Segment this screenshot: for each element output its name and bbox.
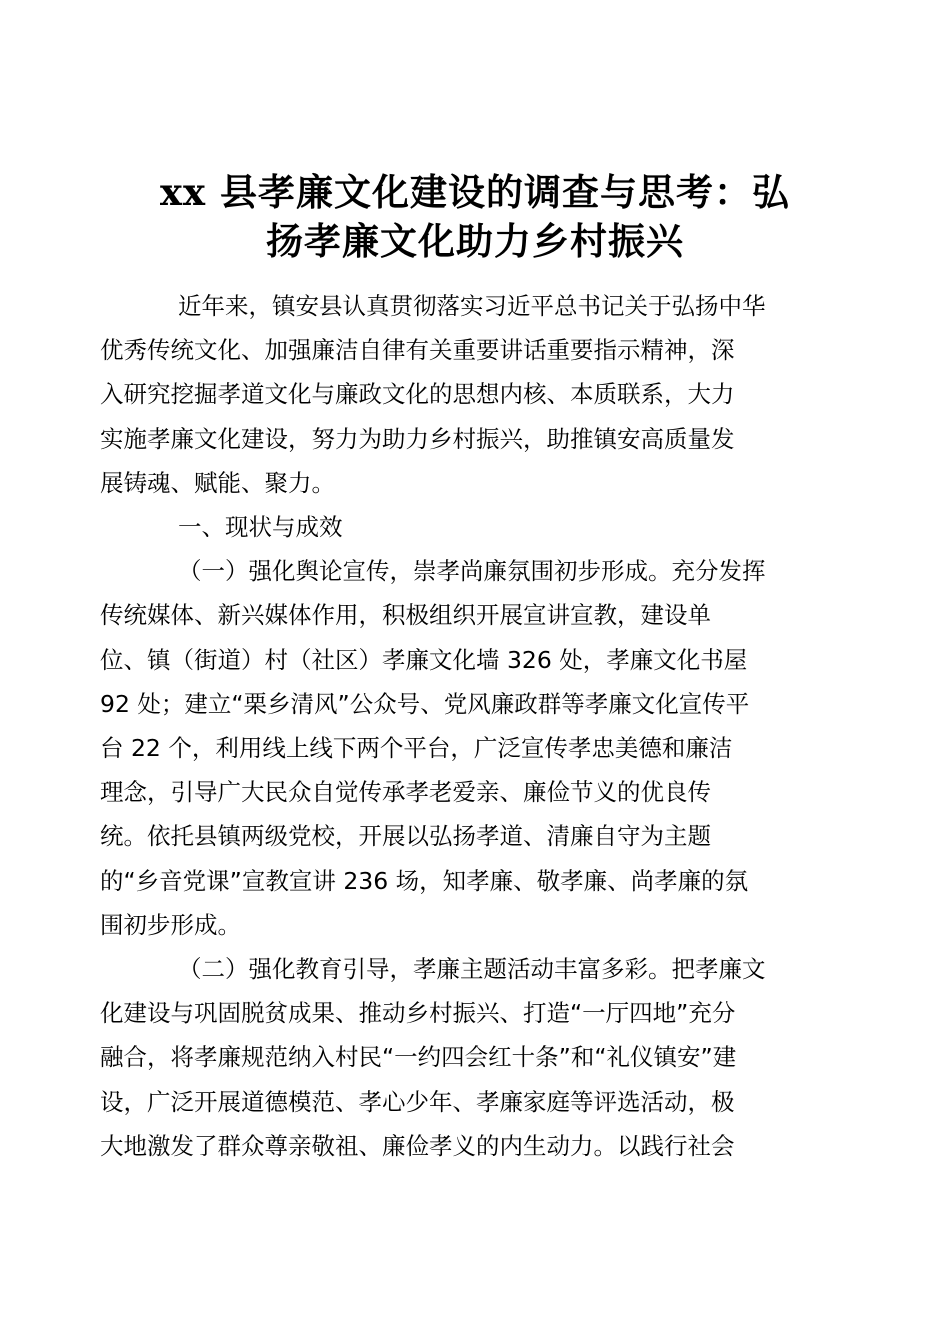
paragraph-line: 设，广泛开展道德模范、孝心少年、孝廉家庭等评选活动，极 (100, 1087, 735, 1116)
paragraph-line: 台 22 个，利用线上线下两个平台，广泛宣传孝忠美德和廉洁 (100, 734, 733, 763)
paragraph-line: 92 处；建立“栗乡清风”公众号、党风廉政群等孝廉文化宣传平 (100, 689, 750, 718)
paragraph-line: 优秀传统文化、加强廉洁自律有关重要讲话重要指示精神，深 (100, 336, 735, 365)
document-body (100, 284, 850, 1168)
paragraph-line: （一）强化舆论宣传，崇孝尚廉氛围初步形成。充分发挥 (178, 557, 766, 586)
document-title (100, 168, 850, 266)
paragraph-line: 传统媒体、新兴媒体作用，积极组织开展宣讲宣教，建设单 (100, 601, 711, 630)
paragraph-line: 化建设与巩固脱贫成果、推动乡村振兴、打造“一厅四地”充分 (100, 999, 736, 1028)
subsection-paragraph (100, 947, 850, 1168)
paragraph-line: 融合，将孝廉规范纳入村民“一约四会红十条”和“礼仪镇安”建 (100, 1043, 737, 1072)
paragraph-line: 的“乡音党课”宣教宣讲 236 场，知孝廉、敬孝廉、尚孝廉的氛 (100, 866, 749, 895)
section-heading (100, 505, 850, 549)
subsection-paragraph (100, 549, 850, 947)
paragraph-line: （二）强化教育引导，孝廉主题活动丰富多彩。把孝廉文 (178, 955, 766, 984)
paragraph-line: 展铸魂、赋能、聚力。 (100, 468, 335, 497)
intro-paragraph (100, 284, 850, 505)
paragraph-line: 围初步形成。 (100, 910, 241, 939)
paragraph-line: 入研究挖掘孝道文化与廉政文化的思想内核、本质联系，大力 (100, 380, 735, 409)
paragraph-line: 位、镇（街道）村（社区）孝廉文化墙 326 处，孝廉文化书屋 (100, 645, 748, 674)
paragraph-line: 理念，引导广大民众自觉传承孝老爱亲、廉俭节义的优良传 (100, 778, 711, 807)
title-line: 扬孝廉文化助力乡村振兴 (266, 219, 684, 263)
paragraph-line: 近年来，镇安县认真贯彻落实习近平总书记关于弘扬中华 (178, 292, 766, 320)
paragraph-line: 实施孝廉文化建设，努力为助力乡村振兴，助推镇安高质量发 (100, 424, 735, 453)
title-line: xx 县孝廉文化建设的调查与思考：弘 (160, 170, 790, 214)
section-heading-text: 一、现状与成效 (178, 513, 343, 542)
paragraph-line: 大地激发了群众尊亲敬祖、廉俭孝义的内生动力。以践行社会 (100, 1131, 735, 1160)
paragraph-line: 统。依托县镇两级党校，开展以弘扬孝道、清廉自守为主题 (100, 822, 711, 851)
